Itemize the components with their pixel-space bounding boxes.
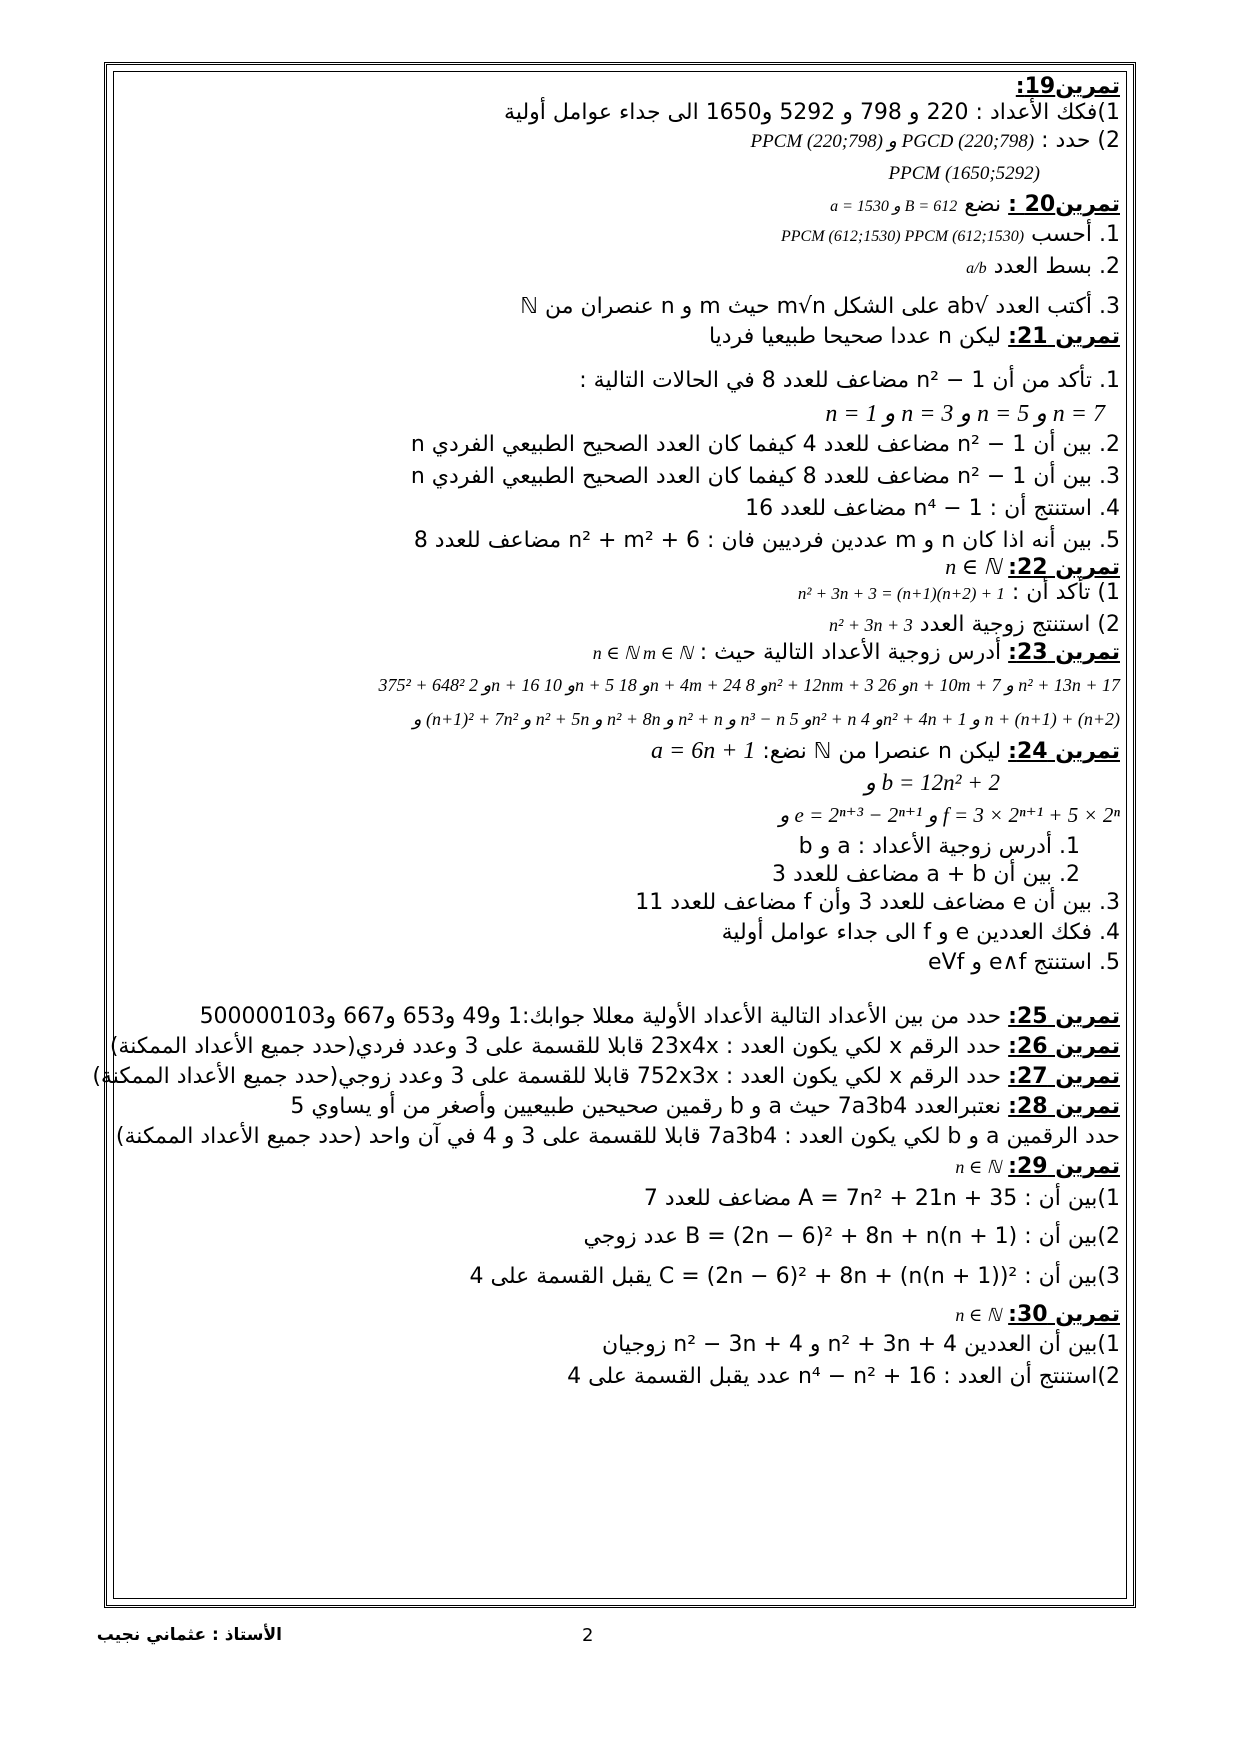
ex19-q1: 1)فكك الأعداد : 220 و 798 و 5292 و1650 الى جداء عوامل أولية [504, 100, 1120, 125]
ex19-q2-b: PPCM (1650;5292) [888, 163, 1040, 184]
ex30-q2: 2)استنتج أن العدد : n⁴ − n² + 16 عدد يقبل القسمة على 4 [567, 1364, 1120, 1389]
ex20-q2: 2. بسط العدد a/b [966, 254, 1120, 279]
ex24-b-def: و b = 12n² + 2 [864, 770, 1000, 795]
ex21-q3: 3. بين أن n² − 1 مضاعف للعدد 8 كيفما كان العدد الصحيح الطبيعي الفردي n [410, 464, 1120, 489]
ex23-row1: 375² + 648² و 2n + 16 و 10n + 5 و 18n + 4m + 24 و 8n² + 12nm + 3 و 26n + 10m + 7 و n² + 13n + 17 [378, 675, 1120, 695]
ex23-row2: و (n+1)² + 7n² و n² + 5n و n² + 8n و n² + n و n³ − n و 5n² + n و 4n² + 4n + 1 و n + (n+1) + (n+2) [412, 709, 1120, 729]
ex29-q3: 3)بين أن : C = (2n − 6)² + 8n + (n(n + 1))² يقبل القسمة على 4 [469, 1264, 1120, 1289]
teacher-name: الأستاذ : عثماني نجيب [96, 1625, 282, 1645]
ex22-q1: 1) تأكد أن : n² + 3n + 3 = (n+1)(n+2) + 1 [797, 580, 1120, 605]
ex21-q2: 2. بين أن n² − 1 مضاعف للعدد 4 كيفما كان العدد الصحيح الطبيعي الفردي n [410, 432, 1120, 457]
ex28-q: حدد الرقمين a و b لكي يكون العدد : 7a3b4 قابلا للقسمة على 3 و 4 في آن واحد (حدد جميع الأعداد الممكنة) [115, 1124, 1120, 1149]
ex20-q3: 3. أكتب العدد √ab على الشكل m√n حيث m و n عنصران من ℕ [520, 294, 1120, 319]
ex21-q1: 1. تأكد من أن n² − 1 مضاعف للعدد 8 في الحالات التالية : [579, 368, 1120, 393]
ex20-q1: 1. أحسب PPCM (612;1530) PPCM (612;1530) [781, 222, 1120, 247]
page-number: 2 [582, 1625, 594, 1646]
ex24-q3: 3. بين أن e مضاعف للعدد 3 وأن f مضاعف للعدد 11 [635, 890, 1120, 915]
ex30-q1: 1)بين أن العددين n² + 3n + 4 و n² − 3n + 4 زوجيان [601, 1332, 1120, 1357]
ex24-q4: 4. فكك العددين e و f الى جداء عوامل أولية [721, 920, 1120, 945]
ex19-q2: 2) حدد : PPCM (220;798) و PGCD (220;798) [750, 128, 1120, 153]
ex29-q1: 1)بين أن : A = 7n² + 21n + 35 مضاعف للعدد 7 [643, 1186, 1120, 1211]
ex24-title: تمرين 24: ليكن n عنصرا من ℕ نضع: a = 6n + 1 [651, 738, 1120, 764]
ex24-q2: 2. بين أن a + b مضاعف للعدد 3 [771, 862, 1080, 887]
ex24-q5: 5. استنتج e∧f و eVf [927, 950, 1120, 975]
ex27: تمرين 27: حدد الرقم x لكي يكون العدد : 752x3x قابلا للقسمة على 3 وعدد زوجي(حدد جميع الأعداد الممكنة) [92, 1064, 1120, 1089]
ex19-title: تمرين19: [1015, 74, 1120, 99]
ex21-q4: 4. استنتج أن : n⁴ − 1 مضاعف للعدد 16 [745, 496, 1120, 521]
ex21-q5: 5. بين أنه اذا كان n و m عددين فرديين فان : n² + m² + 6 مضاعف للعدد 8 [413, 528, 1120, 553]
ex28: تمرين 28: نعتبرالعدد 7a3b4 حيث a و b رقمين صحيحين طبيعيين وأصغر من أو يساوي 5 [290, 1094, 1120, 1119]
exercise-sheet [92, 70, 1120, 1590]
ex21-title: تمرين 21: ليكن n عددا صحيحا طبيعيا فرديا [708, 324, 1120, 349]
ex22-q2: 2) استنتج زوجية العدد n² + 3n + 3 [829, 612, 1120, 637]
ex20-title: تمرين20 : نضع a = 1530 و B = 612 [830, 192, 1120, 217]
ex25: تمرين 25: حدد من بين الأعداد التالية الأعداد الأولية معللا جوابك:1 و49 و653 و667 و500000103 [199, 1004, 1120, 1029]
ex23-title: تمرين 23: أدرس زوجية الأعداد التالية حيث : n ∈ ℕ m ∈ ℕ [592, 640, 1120, 665]
ex24-ef-def: و e = 2ⁿ⁺³ − 2ⁿ⁺¹ و f = 3 × 2ⁿ⁺¹ + 5 × 2ⁿ [779, 803, 1120, 827]
ex29-q2: 2)بين أن : B = (2n − 6)² + 8n + n(n + 1) عدد زوجي [583, 1224, 1120, 1249]
ex24-q1: 1. أدرس زوجية الأعداد : a و b [798, 834, 1080, 859]
ex30-title: تمرين 30: n ∈ ℕ [955, 1302, 1120, 1327]
ex29-title: تمرين 29: n ∈ ℕ [955, 1154, 1120, 1179]
ex22-title: تمرين 22: n ∈ ℕ [945, 554, 1120, 580]
ex26: تمرين 26: حدد الرقم x لكي يكون العدد : 23x4x قابلا للقسمة على 3 وعدد فردي(حدد جميع الأعداد الممكنة) [109, 1034, 1120, 1059]
ex21-q1-cases: n = 1 و n = 3 و n = 5 و n = 7 [825, 401, 1105, 427]
